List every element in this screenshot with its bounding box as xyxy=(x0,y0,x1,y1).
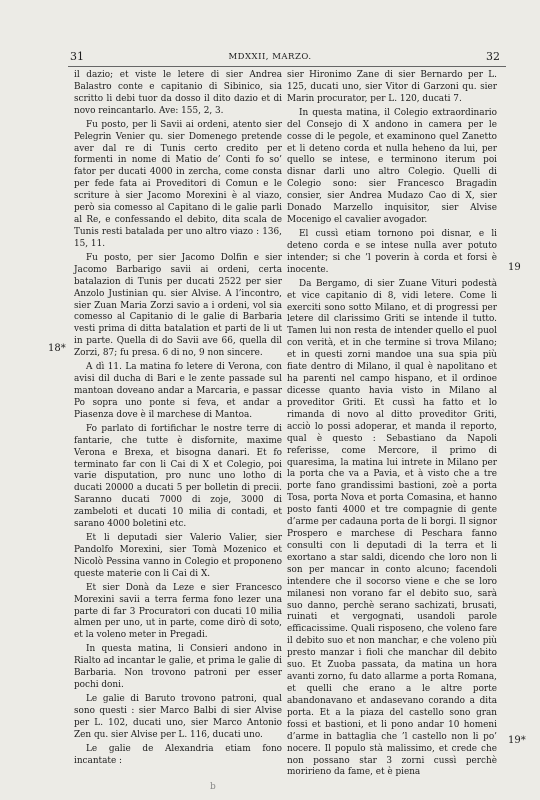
paragraph: Fo parlato di fortifichar le nostre terre di fantarie, che tutte è disfornite, maxime Verona e Brexa, et bisogna danari. Et fo terminato far con li Cai di X et Colegio, poi varie disputation, pro nunc uno lotho di ducati 20000 a ducati 5 per bolletin di precii. Saranno ducati 7000 di zoje, 3000 di zambeloti et ducati 10 milia di contadi, et sarano 4000 boletini etc. xyxy=(74,423,282,530)
paragraph: Et sier Donà da Leze e sier Francesco Morexini savii a terra ferma fono lezer una parte di far 3 Procuratori con ducati 10 milia almen per uno, ut in parte, come dirò di soto, et la voleno meter in Pregadi. xyxy=(74,582,282,641)
page-number-right: 32 xyxy=(486,50,500,63)
paragraph: Le galie di Baruto trovono patroni, qual sono questi : sier Marco Balbi di sier Alvise per L. 102, ducati uno, sier Marco Antonio Zen qu. sier Alvise per L. 116, ducati uno. xyxy=(74,694,282,740)
paragraph: sier Hironimo Zane di sier Bernardo per L. 125, ducati uno, sier Vitor di Garzoni qu. sier Marin procurator, per L. 120, ducati 7. xyxy=(287,70,497,104)
page-number-left: 31 xyxy=(70,50,84,63)
margin-note-right-bottom: 19* xyxy=(508,735,526,746)
paragraph: Le galie de Alexandria etiam fono incantate : xyxy=(74,743,282,766)
left-column xyxy=(74,70,282,768)
paragraph: il dazio; et viste le letere di sier Andrea Balastro conte e capitanio di Sibinico, sia scritto li debi tuor da dosso il dito dazio et di novo reincantarlo. Ave: 155, 2, 3. xyxy=(74,70,282,116)
running-header: MDXXII, MARZO. xyxy=(228,52,312,62)
paragraph: Et li deputadi sier Valerio Valier, sier Pandolfo Morexini, sier Tomà Mozenico et Nicolò Pessina vanno in Colegio et proponeno queste materie con li Cai di X. xyxy=(74,533,282,579)
header-rule xyxy=(68,66,506,67)
margin-note-left: 18* xyxy=(48,343,66,354)
right-column xyxy=(287,70,497,779)
paragraph: A dì 11. La matina fo letere di Verona, con avisi dil ducha di Bari e le zente passade sul mantoan doveano andar a Marcaria, e passar Po sopra uno ponte si feva, et andar a Piasenza dove è il marchese di Mantoa. xyxy=(74,362,282,420)
paragraph: In questa matina, li Consieri andono in Rialto ad incantar le galie, et prima le galie di Barbaria. Non trovono patroni per esser pochi doni. xyxy=(74,644,282,691)
paragraph: In questa matina, il Colegio extraordinario del Consejo di X andono in camera per le cosse di le pegole, et examinono quel Zanetto et li deteno corda et nulla heheno da lui, per quello se intese, e terminono iterum poi disnar darli uno altro Colegio. Quelli di Colegio sono: sier Francesco Bragadin consier, sier Andrea Mudazo Cao di X, sier Donado Marzello inquisitor, sier Alvise Mocenigo el cavalier avogador. xyxy=(287,107,497,226)
paragraph: Fu posto, per sier Jacomo Dolfin e sier Jacomo Barbarigo savii ai ordeni, certa batalazion di Tunis per ducati 2522 per sier Anzolo Justinian qu. sier Alvise. A l’incontro, sier Zuan Maria Zorzi savio a i ordeni, vol sia comesso al Capitanio di le galie di Barbaria vesti prima di ditta batalation et parti de li ut in parte. Quella di do Savii ave 66, quella dil Zorzi, 87; fu presa. 6 di no, 9 non sincere. xyxy=(74,252,282,359)
paragraph: El cussì etiam tornono poi disnar, e li deteno corda e se intese nulla aver potuto intender; si che ’l poverin à corda et forsi è inocente. xyxy=(287,228,497,275)
signature-mark: b xyxy=(210,782,216,792)
paragraph: Fu posto, per li Savii ai ordeni, atento sier Pelegrin Venier qu. sier Domenego pretende aver dal re di Tunis certo credito per formenti in nome di Matio de’ Conti fo so’ fator per ducati 4000 in zercha, come consta per fede fata ai Proveditori di Comun e le scriture à sier Jacomo Morexini è al viazo, però sia comesso al Capitano di le galie parli al Re, e confessando el debito, dita scala de Tunis resti batalada per uno altro viazo : 136, 15, 11. xyxy=(74,119,282,249)
paragraph: Da Bergamo, di sier Zuane Vituri podestà et vice capitanio di 8, vidi letere. Come li exerciti sono sotto Milano, et di progressi per letere dil clarissimo Griti se intende il tutto. Tamen lui non resta de intender quello el puol con verità, et in che termine si trova Milano; et in questi zorni mandoe una sua spia più fiate dentro di Milano, il qual è napolitano et ha parenti nel campo hispano, et il ordinoe dicesse quanto havia visto in Milano al proveditor Griti. Et cussì ha fatto et lo rimanda di novo al ditto proveditor Griti, acciò lo possi adoperar, et manda il reporto, qual è questo : Sebastiano da Napoli referisse, come Mercore, il primo di quaresima, la matina lui intrete in Milano per la porta che va a Pavia, et à visto che a tre porte fano grandissimi bastioni, zoè a porta Tosa, porta Nova et porta Comasina, et hanno posto fanti 4000 et tre compagnie di gente d’arme per cadauna porta de li borgi. Il signor Prospero e marchese di Peschara fanno consulti con li deputadi di la terra et li exortano a star saldi, dicendo che loro non li son per mancar in conto alcuno; facendoli intendere che il socorso viene e che se loro milanesi non vorano far el debito suo, sarà suo danno, perchè serano sachizati, brusati, ruinati et vergognati, usandoli parole efficacissime. Quali risposeno, che voleno fare il debito suo et non manchar, e che voleno più presto manzar i fioli che manchar dil debito suo. Et Zuoba passata, da matina un hora avanti zorno, fu dato allarme a porta Romana, et quelli che erano a le altre porte abandonavano et andasevano corando a dita porta. Et a la piaza del castello sono gran fossi et bastioni, et li pono andar 10 homeni d’arme in battaglia che ’l castello non li po’ nocere. Il populo stà malissimo, et crede che non possano star 3 zorni cussì perchè moririeno da fame, et è piena xyxy=(287,278,497,778)
margin-note-right-top: 19 xyxy=(508,262,521,273)
